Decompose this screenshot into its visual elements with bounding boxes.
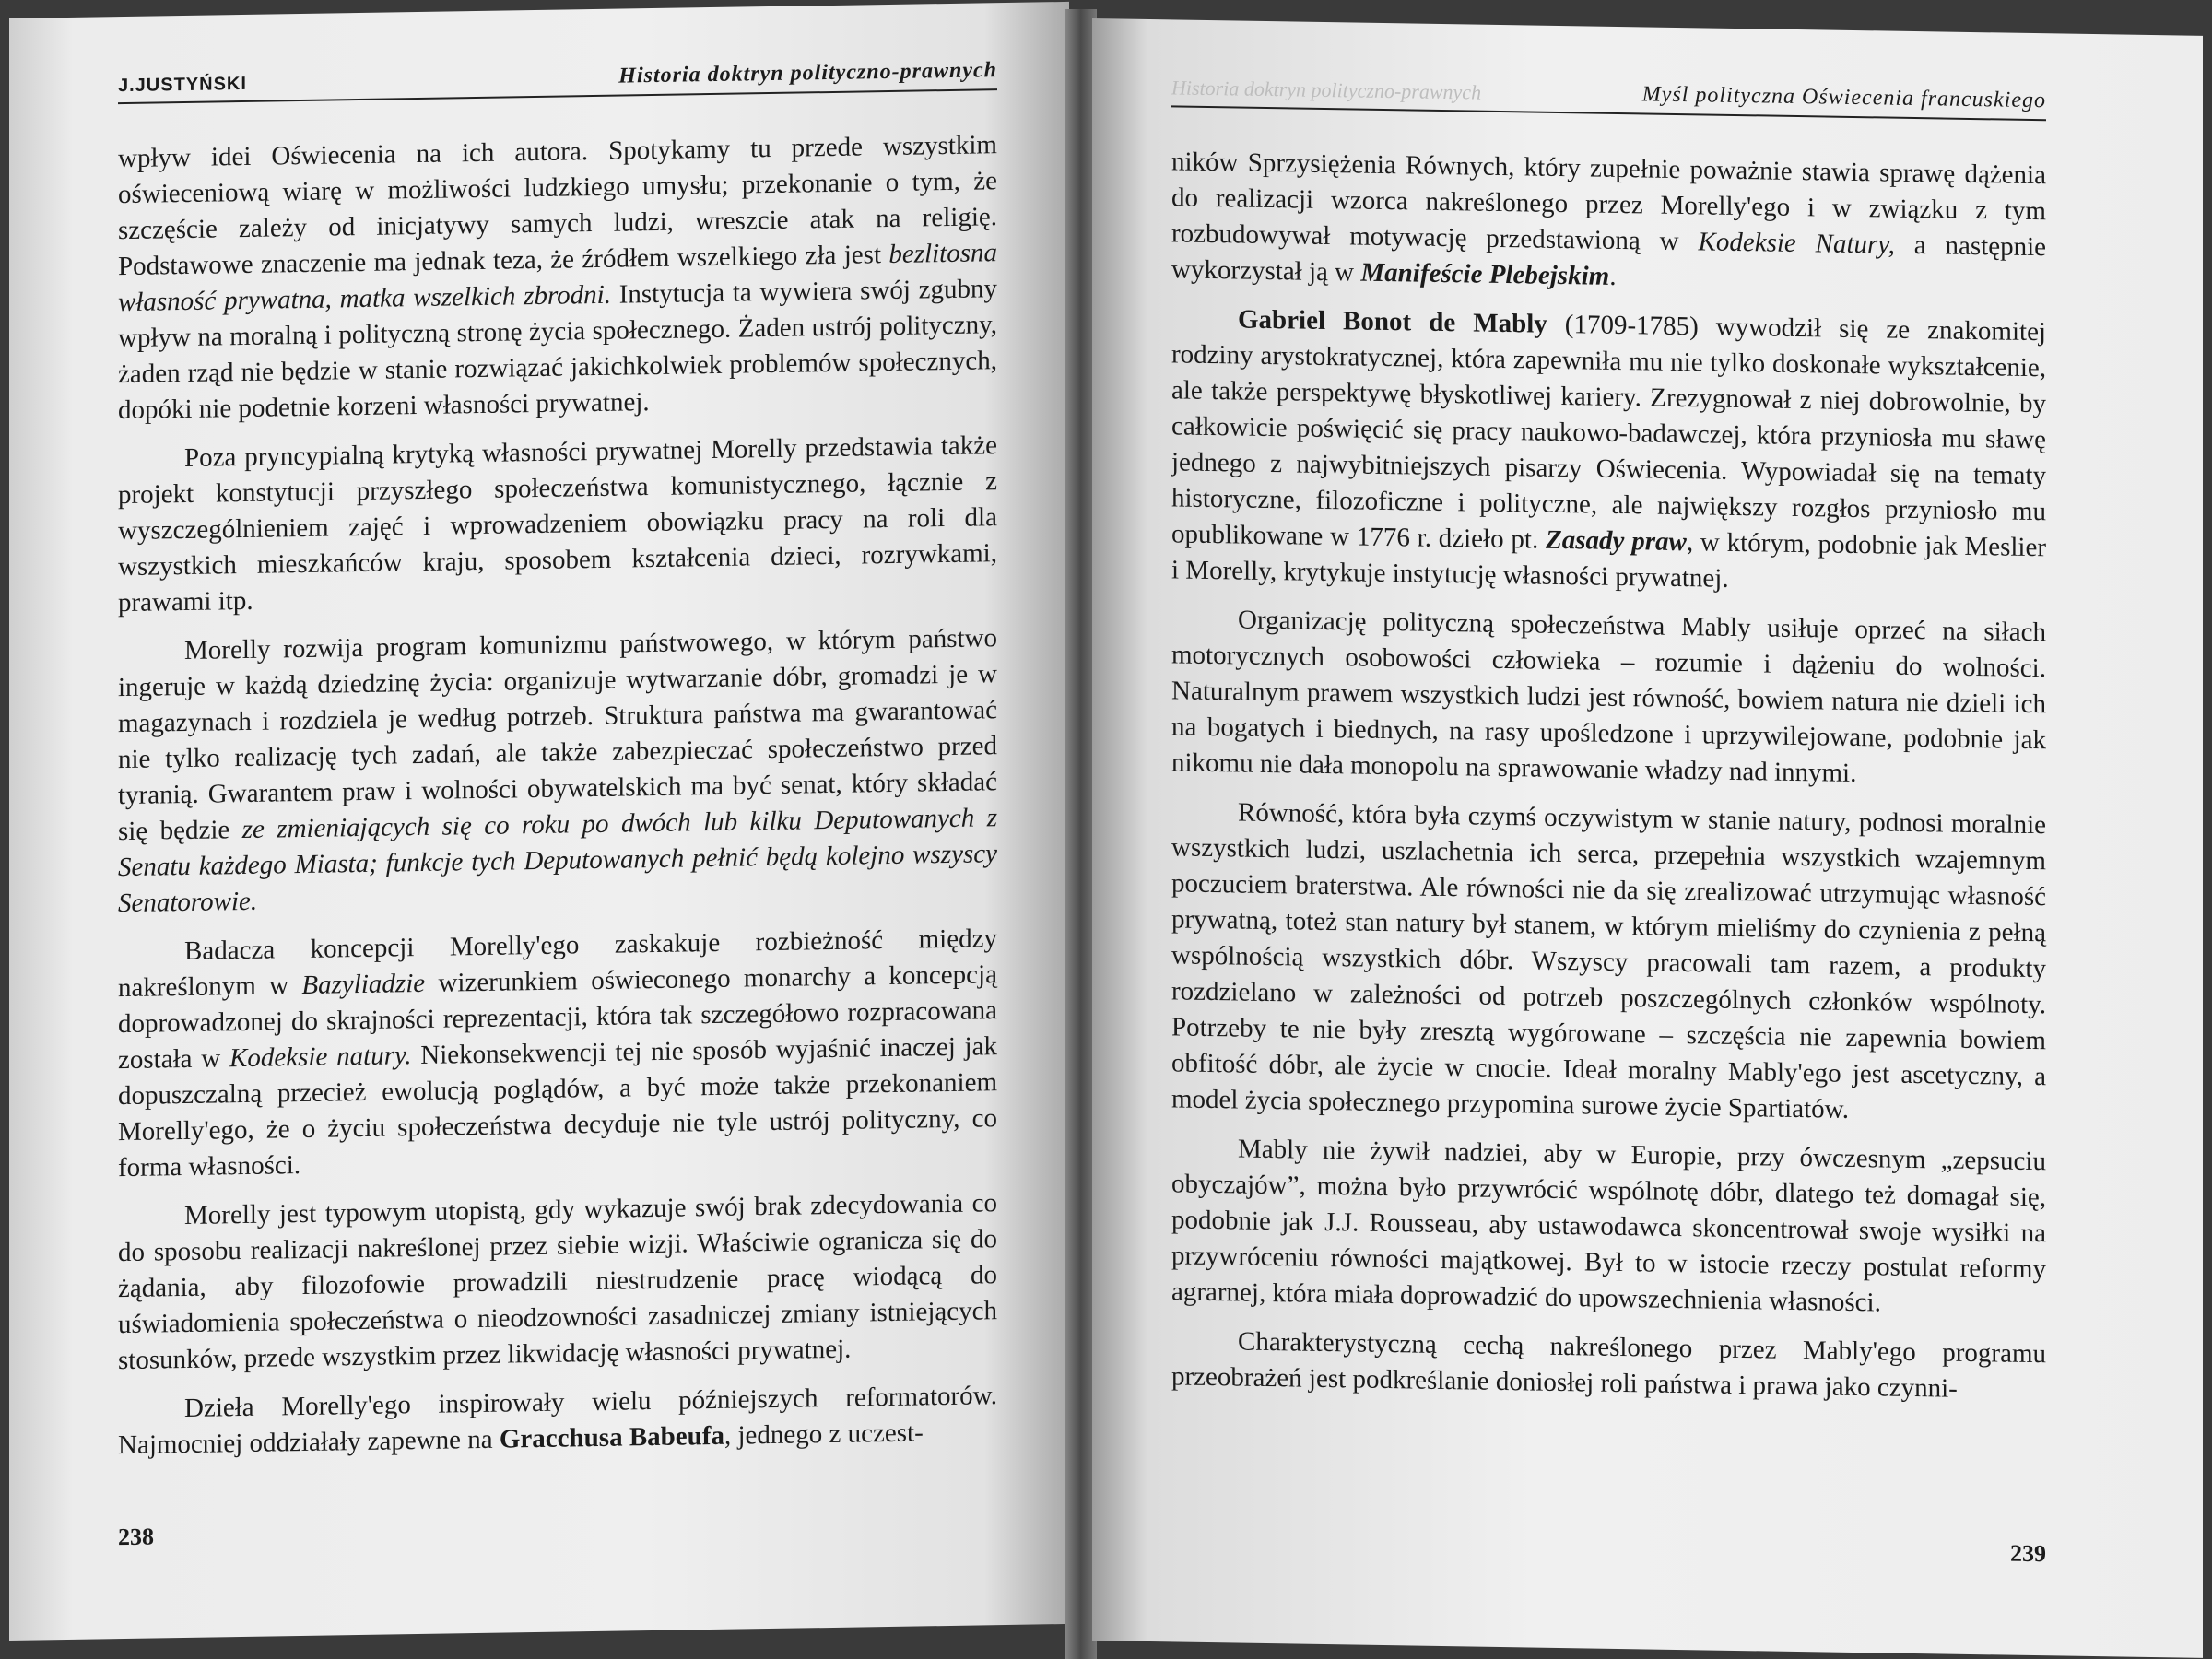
page-number: 238 <box>118 1523 154 1551</box>
person-name: Gabriel Bonot de Mably <box>1238 304 1547 339</box>
paragraph: Morelly jest typowym utopistą, gdy wykazuje swój brak zdecydowania co do sposobu realizacji nakreślonej przez siebie wizji. Właściwie ogranicza się do żądania, aby filozofowie prowadzili niestrudzenie pracę wiodącą do uświadomienia społeczeństwa o nieodzowności zasadniczej zmiany istniejących stosunków, przede wszystkim przez likwidację własności prywatnej. <box>118 1188 997 1376</box>
page-number: 239 <box>2010 1539 2046 1568</box>
paragraph: Dzieła Morelly'ego inspirowały wielu późniejszych reformatorów. Najmocniej oddziałały zapewne na Gracchusa Babeufa, jednego z uczest- <box>118 1381 997 1461</box>
paragraph: Mably nie żywił nadziei, aby w Europie, przy ówczesnym „zepsuciu obyczajów”, można było przywrócić wspólnotę dóbr, dlatego też domagał się, podobnie jak J.J. Rousseau, aby ustawodawca skoncentrował swoje wysiłki na przywróceniu równości majątkowej. Był to w istocie rzeczy postulat reformy agrarnej, która miała doprowadzić do upowszechnienia własności. <box>1171 1134 2046 1318</box>
running-head-author: J.JUSTYŃSKI <box>118 73 247 97</box>
paragraph: Organizację polityczną społeczeństwa Mably usiłuje oprzeć na siłach motorycznych osobowości człowieka – rozumie i dążeniu do wolności. Naturalnym prawem wszystkich ludzi jest równość, bowiem natura nie dzieli ich na bogatych i biednych, na rasy upośledzone i uprzywilejowane, podobnie jak nikomu nie dała monopolu na sprawowanie władzy nad innymi. <box>1171 605 2046 789</box>
right-page <box>1092 18 2203 1658</box>
paragraph: ników Sprzysiężenia Równych, który zupełnie poważnie stawia sprawę dążenia do realizacji wzorca nakreślonego przez Morelly'ego i w związku z tym rozbudowywał motywację przedstawioną w Kodeksie Natury, a następnie wykorzystał ją w Manifeście Plebejskim. <box>1171 147 2046 291</box>
running-head-left <box>118 58 997 104</box>
running-head-title: Historia doktryn polityczno-prawnych <box>618 58 997 88</box>
running-head-bleed-through: Historia doktryn polityczno-prawnych <box>1171 76 1482 104</box>
running-head-right <box>1171 75 2046 121</box>
paragraph: Charakterystyczną cechą nakreślonego przez Mably'ego programu przeobrażeń jest podkreślanie doniosłej roli państwa i prawa jako czynni- <box>1171 1326 2046 1404</box>
running-head-title: Myśl polityczna Oświecenia francuskiego <box>1641 82 2046 113</box>
paragraph: Równość, która była czymś oczywistym w stanie natury, podnosi moralnie wszystkich ludzi, uszlachetnia ich serca, przepełnia wszystkich wzajemnym poczuciem braterstwa. Ale równości nie da się zrealizować utrzymując własność prywatną, toteż stan natury był stanem, w którym mieliśmy do czynienia z pełną wspólnością wszystkich dóbr. Wszyscy pracowali tam razem, a produkty rozdzielano w zależności od potrzeb poszczególnych członków wspólnoty. Potrzeby te nie były zresztą wygórowane – szczęścia nie zapewnia bowiem obfitość dóbr, ale życie w cnocie. Ideał moralny Mably'ego jest ascetyczny, a model życia społecznego przypomina surowe życie Spartiatów. <box>1171 797 2046 1124</box>
paragraph: Morelly rozwija program komunizmu państwowego, w którym państwo ingeruje w każdą dziedzinę życia: organizuje wytwarzanie dóbr, gromadzi je w magazynach i rozdziela je według potrzeb. Struktura państwa ma gwarantować nie tylko realizację tych zadań, ale także zabezpieczać społeczeństwo przed tyranią. Gwarantem praw i wolności obywatelskich ma być senat, który składać się będzie ze zmieniających się co roku po dwóch lub kilku Deputowanych z Senatu każdego Miasta; funkcje tych Deputowanych pełnić będą kolejno wszyscy Senatorowie. <box>118 623 997 919</box>
paragraph: Badacza koncepcji Morelly'ego zaskakuje rozbieżność między nakreślonym w Bazyliadzie wizerunkiem oświeconego monarchy a koncepcją doprowadzonej do skrajności reprezentacji, która tak szczegółowo rozpracowana została w Kodeksie natury. Niekonsekwencji tej nie sposób wyjaśnić inaczej jak dopuszczalną przecież ewolucją poglądów, a być może także przekonaniem Morelly'ego, że o życiu społeczeństwa decyduje nie tyle ustrój polityczny, co forma własności. <box>118 924 997 1183</box>
paragraph: wpływ idei Oświecenia na ich autora. Spotykamy tu przede wszystkim oświeceniową wiarę w możliwości ludzkiego umysłu; przekonanie o tym, że szczęście zależy od inicjatywy samych ludzi, wreszcie atak na religię. Podstawowe znaczenie ma jednak teza, że źródłem wszelkiego zła jest bezlitosna własność prywatna, matka wszelkich zbrodni. Instytucja ta wywiera swój zgubny wpływ na moralną i polityczną stronę życia społecznego. Żaden ustrój polityczny, żaden rząd nie będzie w stanie rozwiązać jakichkolwiek problemów społecznych, dopóki nie podetnie korzeni własności prywatnej. <box>118 130 997 426</box>
paragraph: Gabriel Bonot de Mably (1709-1785) wywodził się ze znakomitej rodziny arystokratycznej, która zapewniła mu nie tylko doskonałe wykształcenie, ale także perspektywę błyskotliwej kariery. Zrezygnował z niej dobrowolnie, by całkowicie poświęcić się pracy naukowo-badawczej, która przyniosła mu sławę jednego z najwybitniejszych pisarzy Oświecenia. Wypowiadał się na tematy historyczne, filozoficzne i polityczne, ale największy rozgłos przyniosło mu opublikowane w 1776 r. dzieło pt. Zasady praw, w którym, podobnie jak Meslier i Morelly, krytykuje instytucję własności prywatnej. <box>1171 304 2047 594</box>
left-page <box>9 2 1069 1641</box>
paragraph: Poza pryncypialną krytyką własności prywatnej Morelly przedstawia także projekt konstytucji przyszłego społeczeństwa komunistycznego, łącznie z wyszczególnieniem zajęć i wprowadzeniem obowiązku pracy na roli dla wszystkich mieszkańców kraju, sposobem kształcenia dzieci, rozrywkami, prawami itp. <box>118 430 997 618</box>
